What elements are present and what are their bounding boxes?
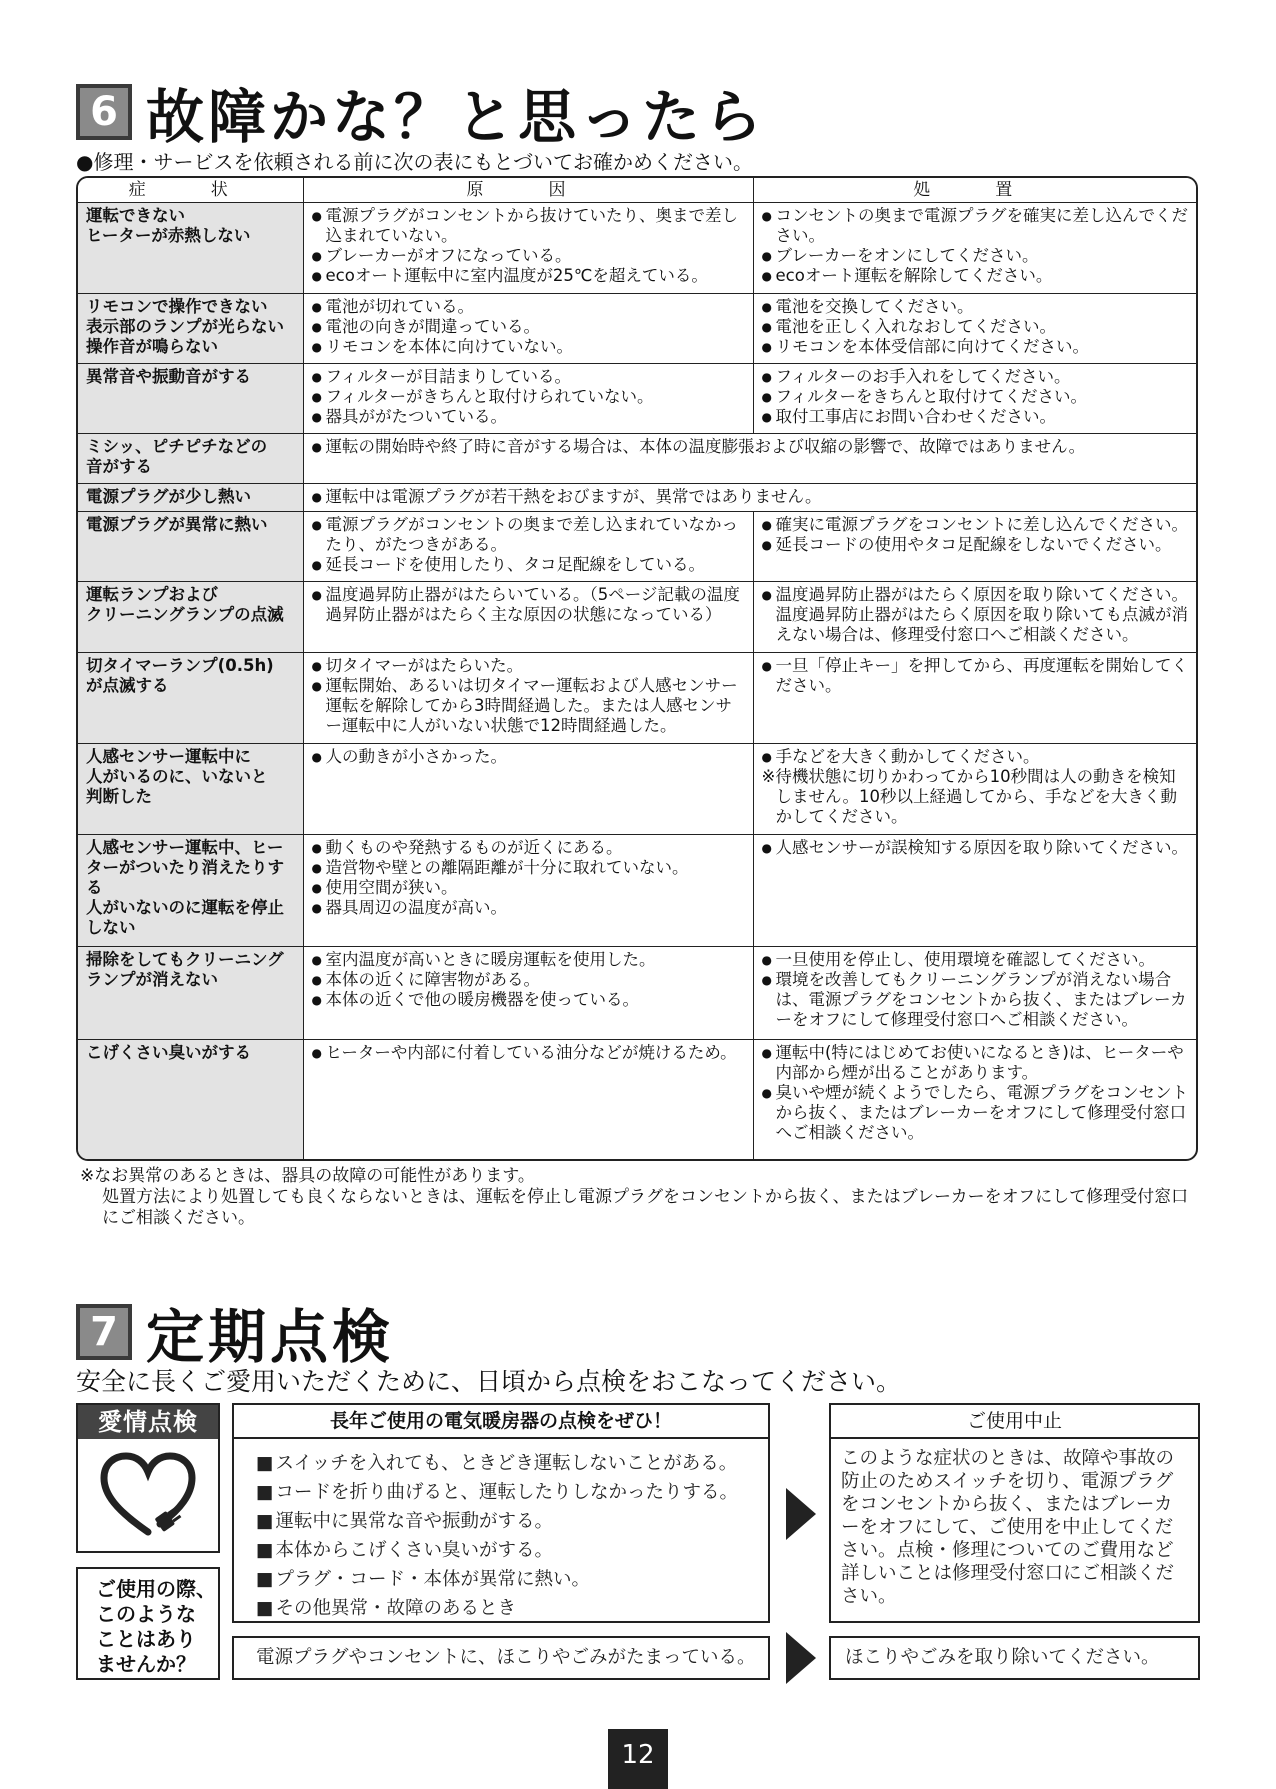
cause-cell: ● 人の動きが小さかった。 bbox=[303, 743, 753, 834]
table-row bbox=[78, 483, 1196, 511]
section-6-header bbox=[76, 70, 766, 154]
table-row bbox=[78, 434, 1196, 483]
remedy-cell: ● コンセントの奥まで電源プラグを確実に差し込んでください。 ● ブレーカーをオンにしてください。 ● ecoオート運転を解除してください。 bbox=[753, 202, 1196, 293]
symptom-cell: ミシッ、ピチピチなどの 音がする bbox=[78, 434, 303, 483]
table-header-cell: 原 因 bbox=[303, 178, 753, 202]
aijo-badge bbox=[76, 1403, 220, 1553]
remedy-cell: ● 確実に電源プラグをコンセントに差し込んでください。 ● 延長コードの使用やタコ足配線をしないでください。 bbox=[753, 512, 1196, 582]
symptom-cell: こげくさい臭いがする bbox=[78, 1039, 303, 1159]
table-row bbox=[78, 652, 1196, 743]
heart-plug-icon bbox=[78, 1439, 218, 1551]
checklist-items bbox=[234, 1439, 768, 1623]
remedy-cell: ● 一旦使用を停止し、使用環境を確認してください。 ● 環境を改善してもクリーニングランプが消えない場合は、電源プラグをコンセントから抜く、またはブレーカーをオフにして修理受付窓口へご相談ください。 bbox=[753, 947, 1196, 1039]
checklist-item: ■ その他異常・故障のあるとき bbox=[256, 1594, 768, 1623]
checklist-item: ■ 本体からこげくさい臭いがする。 bbox=[256, 1536, 768, 1565]
remedy-cell: ● 電池を交換してください。 ● 電池を正しく入れなおしてください。 ● リモコンを本体受信部に向けてください。 bbox=[753, 293, 1196, 363]
footnotes bbox=[80, 1166, 1200, 1229]
remedy-cell: ● 一旦「停止キー」を押してから、再度運転を開始してください。 bbox=[753, 652, 1196, 743]
remedy-cell: ● 人感センサーが誤検知する原因を取り除いてください。 bbox=[753, 835, 1196, 947]
table-row bbox=[78, 947, 1196, 1039]
arrow-right-icon bbox=[786, 1632, 816, 1684]
cause-cell: ● 切タイマーがはたらいた。 ● 運転開始、あるいは切タイマー運転および人感センサー運転を解除してから3時間経過した。または人感センサー運転中に人がいない状態で12時間経過した。 bbox=[303, 652, 753, 743]
cause-cell: ● 室内温度が高いときに暖房運転を使用した。 ● 本体の近くに障害物がある。 ● 本体の近くで他の暖房機器を使っている。 bbox=[303, 947, 753, 1039]
table-row bbox=[78, 835, 1196, 947]
checklist-item: ■ 運転中に異常な音や振動がする。 bbox=[256, 1507, 768, 1536]
symptom-cell: 運転ランプおよび クリーニングランプの点滅 bbox=[78, 582, 303, 652]
symptom-cell: リモコンで操作できない 表示部のランプが光らない 操作音が鳴らない bbox=[78, 293, 303, 363]
troubleshooting-table bbox=[76, 176, 1198, 1161]
symptom-cell: 人感センサー運転中に 人がいるのに、いないと 判断した bbox=[78, 743, 303, 834]
cause-remedy-cell: ● 運転の開始時や終了時に音がする場合は、本体の温度膨張および収縮の影響で、故障ではありません。 bbox=[303, 434, 1196, 483]
symptom-cell: 異常音や振動音がする bbox=[78, 364, 303, 434]
checklist-title: 長年ご使用の電気暖房器の点検をぜひ！ bbox=[234, 1405, 768, 1439]
section-lead: 安全に長くご愛用いただくために、日頃から点検をおこなってください。 bbox=[76, 1367, 902, 1396]
table-row bbox=[78, 512, 1196, 582]
checklist-item: ■ コードを折り曲げると、運転したりしなかったりする。 bbox=[256, 1478, 768, 1507]
table-row bbox=[78, 743, 1196, 834]
section-title: 定期点検 bbox=[146, 1303, 395, 1371]
cause-cell: ● ヒーターや内部に付着している油分などが焼けるため。 bbox=[303, 1039, 753, 1159]
footnote-2: 処置方法により処置しても良くならないときは、運転を停止し電源プラグをコンセントから抜く、またはブレーカーをオフにして修理受付窓口にご相談ください。 bbox=[102, 1187, 1189, 1228]
table-row bbox=[78, 293, 1196, 363]
cause-cell: ● 電源プラグがコンセントから抜けていたり、奥まで差し込まれていない。 ● ブレーカーがオフになっている。 ● ecoオート運転中に室内温度が25℃を超えている。 bbox=[303, 202, 753, 293]
symptom-cell: 運転できない ヒーターが赤熱しない bbox=[78, 202, 303, 293]
cause-cell: ● 電源プラグがコンセントの奥まで差し込まれていなかったり、がたつきがある。 ● 延長コードを使用したり、タコ足配線をしている。 bbox=[303, 512, 753, 582]
symptom-cell: 人感センサー運転中、ヒーターがついたり消えたりする 人がいないのに運転を停止しない bbox=[78, 835, 303, 947]
table-row bbox=[78, 364, 1196, 434]
section-title: 故障かな？と思ったら bbox=[146, 83, 767, 151]
section-number: 6 bbox=[76, 84, 132, 140]
remedy-cell: ● 手などを大きく動かしてください。 ※待機状態に切りかわってから10秒間は人の動きを検知しません。10秒以上経過してから、手などを大きく動かしてください。 bbox=[753, 743, 1196, 834]
stop-use-box bbox=[829, 1403, 1200, 1623]
remedy-cell: ● 運転中(特にはじめてお使いになるとき)は、ヒーターや内部から煙が出ることがあります。 ● 臭いや煙が続くようでしたら、電源プラグをコンセントから抜く、またはブレーカーをオフにして修理受付窓口へご相談ください。 bbox=[753, 1039, 1196, 1159]
dust-issue: 電源プラグやコンセントに、ほこりやごみがたまっている。 bbox=[232, 1636, 770, 1680]
remedy-cell: ● 温度過昇防止器がはたらく原因を取り除いてください。温度過昇防止器がはたらく原因を取り除いても点滅が消えない場合は、修理受付窓口へご相談ください。 bbox=[753, 582, 1196, 652]
symptom-cell: 切タイマーランプ(0.5h) が点滅する bbox=[78, 652, 303, 743]
aijo-badge-title: 愛情点検 bbox=[78, 1405, 218, 1439]
cause-cell: ● 電池が切れている。 ● 電池の向きが間違っている。 ● リモコンを本体に向けていない。 bbox=[303, 293, 753, 363]
cause-cell: ● フィルターが目詰まりしている。 ● フィルターがきちんと取付けられていない。 ● 器具ががたついている。 bbox=[303, 364, 753, 434]
symptom-cell: 電源プラグが異常に熱い bbox=[78, 512, 303, 582]
checklist-item: ■ プラグ・コード・本体が異常に熱い。 bbox=[256, 1565, 768, 1594]
stop-use-text: このような症状のときは、故障や事故の防止のためスイッチを切り、電源プラグをコンセントから抜く、またはブレーカーをオフにして、ご使用を中止してください。点検・修理についてのご費用など詳しいことは修理受付窓口にご相談ください。 bbox=[841, 1448, 1175, 1607]
checklist-item: ■ スイッチを入れても、ときどき運転しないことがある。 bbox=[256, 1449, 768, 1478]
cause-cell: ● 温度過昇防止器がはたらいている。（5ページ記載の温度過昇防止器がはたらく主な原因の状態になっている） bbox=[303, 582, 753, 652]
section-number: 7 bbox=[76, 1304, 132, 1360]
section-intro: ●修理・サービスを依頼される前に次の表にもとづいてお確かめください。 bbox=[76, 150, 754, 174]
cause-remedy-cell: ● 運転中は電源プラグが若干熱をおびますが、異常ではありません。 bbox=[303, 483, 1196, 511]
table-header-cell: 症 状 bbox=[78, 178, 303, 202]
stop-use-title: ご使用中止 bbox=[831, 1405, 1198, 1439]
table-row bbox=[78, 582, 1196, 652]
inspection-checklist bbox=[232, 1403, 770, 1623]
symptom-cell: 掃除をしてもクリーニング ランプが消えない bbox=[78, 947, 303, 1039]
footnote-1: ※なお異常のあるときは、器具の故障の可能性があります。 bbox=[80, 1166, 535, 1186]
symptom-cell: 電源プラグが少し熱い bbox=[78, 483, 303, 511]
remedy-cell: ● フィルターのお手入れをしてください。 ● フィルターをきちんと取付けてください。 ● 取付工事店にお問い合わせください。 bbox=[753, 364, 1196, 434]
dust-action: ほこりやごみを取り除いてください。 bbox=[829, 1636, 1200, 1680]
cause-cell: ● 動くものや発熱するものが近くにある。 ● 造営物や壁との離隔距離が十分に取れていない。 ● 使用空間が狭い。 ● 器具周辺の温度が高い。 bbox=[303, 835, 753, 947]
question-box: ご使用の際、 このような ことはあり ませんか？ bbox=[76, 1567, 220, 1680]
arrow-right-icon bbox=[786, 1488, 816, 1540]
table-row bbox=[78, 202, 1196, 293]
table-header-cell: 処 置 bbox=[753, 178, 1196, 202]
page-number: 12 bbox=[608, 1729, 668, 1789]
table-row bbox=[78, 1039, 1196, 1159]
